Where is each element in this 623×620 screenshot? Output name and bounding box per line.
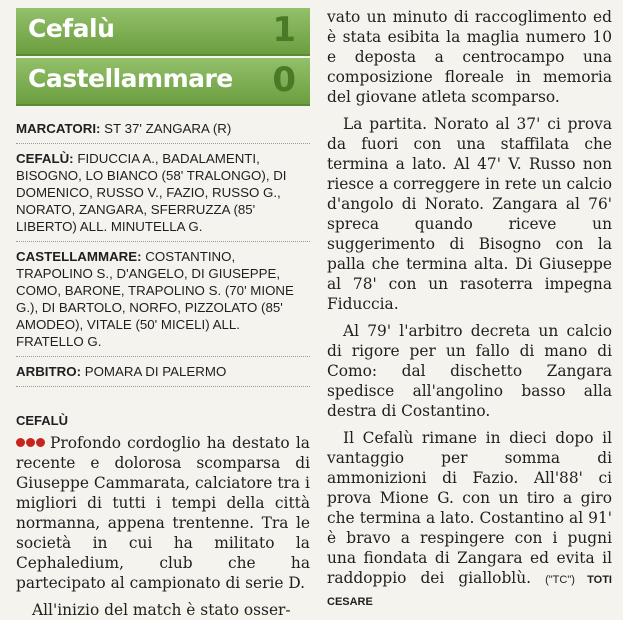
dateline: CEFALÙ (16, 413, 68, 428)
paragraph: All'inizio del match è stato osser- (32, 601, 291, 619)
right-article-body (327, 7, 612, 612)
byline-author: TOTI CESARE (327, 574, 612, 608)
away-team-score: 0 (272, 60, 296, 100)
fact-away-lineup (16, 248, 310, 357)
left-column (16, 8, 310, 620)
away-team-name: Castellammare (28, 64, 233, 93)
fact-scorers (16, 120, 310, 144)
fact-text: ST 37' ZANGARA (R) (100, 121, 232, 136)
fact-text: POMARA DI PALERMO (81, 364, 227, 379)
scoreboard-row-home (16, 8, 310, 56)
paragraph-text: Il Cefalù rimane in dieci dopo il vantaggio per somma di ammonizioni di Fazio. All'88' ci prova Mione G. con un tiro a giro che termina a lato. Costantino al 91' è bravo a respingere con i pugni una fiondata di Zangara ed evita il raddoppio dei gialloblù. (327, 429, 612, 587)
paragraph: Al 79' l'arbitro decreta un calcio di rigore per un fallo di mano di Como: dal dischetto Zangara spedisce all'angolino basso alla destra di Costantino. (327, 322, 612, 420)
fact-label: CEFALÙ: (16, 151, 74, 166)
bullet-dots-icon (16, 432, 46, 452)
fact-label: ARBITRO: (16, 364, 81, 379)
fact-referee (16, 363, 310, 387)
paragraph (16, 432, 310, 593)
paragraph (327, 428, 612, 612)
paragraph: vato un minuto di raccoglimento ed è stata esibita la maglia numero 10 e deposta a centrocampo una composizione floreale in memoria del giovane atleta scomparso. (327, 8, 612, 106)
left-article-body (16, 432, 310, 620)
fact-label: CASTELLAMMARE: (16, 249, 142, 264)
fact-home-lineup (16, 150, 310, 242)
match-facts (16, 120, 310, 387)
paragraph-text: Profondo cordoglio ha destato la recente e dolorosa scomparsa di Giuseppe Cammarata, calciatore tra i migliori di tutti i tempi della città normanna, appena trentenne. Tra le società in cui ha militato la Cephaledium, club che ha partecipato al campionato di serie D. (16, 434, 310, 592)
scoreboard-row-away (16, 58, 310, 106)
home-team-score: 1 (272, 10, 296, 50)
fact-text: COSTANTINO, TRAPOLINO S., D'ANGELO, DI GIUSEPPE, COMO, BARONE, TRAPOLINO S. (70' MIONE G.), DI BARTOLO, NORFO, PIZZOLATO (85' AMODEO), VITALE (50' MICELI) ALL. FRATELLO G. (16, 249, 294, 349)
fact-text: FIDUCCIA A., BADALAMENTI, BISOGNO, LO BIANCO (58' TRALONGO), DI DOMENICO, RUSSO V., FAZIO, RUSSO G., NORATO, ZANGARA, SFERRUZZA (85' LIBERTO) ALL. MINUTELLA G. (16, 151, 287, 234)
byline-initials: ("TC") (545, 574, 575, 586)
home-team-name: Cefalù (28, 14, 115, 43)
fact-label: MARCATORI: (16, 121, 101, 136)
paragraph: La partita. Norato al 37' ci prova da fuori con una staffilata che termina a lato. Al 47' V. Russo non riesce a correggere in rete un calcio d'angolo di Norato. Zangara al 76' spreca quando riceve un suggerimento di Bisogno con la palla che termina alta. Di Giuseppe al 78' con un rasoterra impegna Fiduccia. (327, 115, 612, 313)
right-column (327, 7, 612, 612)
